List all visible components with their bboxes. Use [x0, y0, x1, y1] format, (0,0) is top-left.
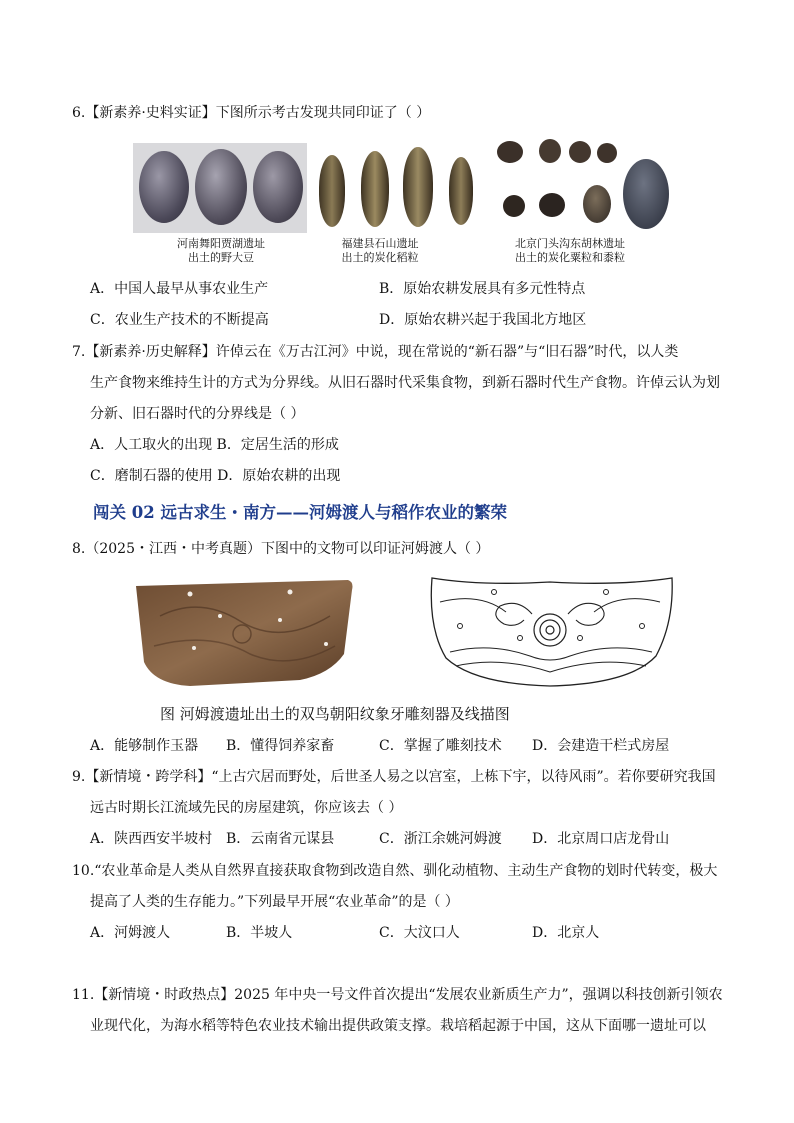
q6-caption-3 — [500, 237, 640, 265]
millet-7 — [583, 185, 611, 223]
q10-line2: 提高了人类的生存能力。”下列最早开展“农业革命”的是（ ） — [90, 894, 459, 910]
q6-option-c[interactable]: C．农业生产技术的不断提高 — [90, 312, 269, 328]
rice-grain-4 — [449, 157, 473, 225]
caption-2-line2: 出土的炭化稻粒 — [341, 251, 419, 264]
q11-line1: 11.【新情境・时政热点】2025 年中央一号文件首次提出“发展农业新质生产力”，强调以科技创新引领农 — [72, 987, 723, 1003]
q8-option-b[interactable]: B．懂得饲养家畜 — [226, 738, 335, 754]
q6-photo-millet — [495, 135, 675, 235]
rice-grain-2 — [361, 151, 389, 227]
q9-option-d[interactable]: D．北京周口店龙骨山 — [532, 831, 670, 847]
q9-option-a[interactable]: A．陕西西安半坡村 — [90, 831, 213, 847]
q7-line2: 生产食物来维持生计的方式为分界线。从旧石器时代采集食物，到新石器时代生产食物。许倬云认为划 — [90, 375, 720, 391]
q9-line2: 远古时期长江流域先民的房屋建筑，你应该去（ ） — [90, 800, 403, 816]
section-heading: 闯关 02 远古求生・南方——河姆渡人与稻作农业的繁荣 — [93, 503, 507, 522]
ivory-line-drawing — [420, 572, 682, 690]
q8-option-d[interactable]: D．会建造干栏式房屋 — [532, 738, 670, 754]
soybean-2 — [195, 149, 247, 225]
q10-line1: 10.“农业革命是人类从自然界直接获取食物到改造自然、驯化动植物、主动生产食物的划时代转变，极大 — [72, 863, 718, 879]
q9-option-b[interactable]: B．云南省元谋县 — [226, 831, 335, 847]
q10-option-d[interactable]: D．北京人 — [532, 925, 600, 941]
q11-line2: 业现代化，为海水稻等特色农业技术输出提供政策支撑。栽培稻起源于中国，这从下面哪一遗址可以 — [90, 1018, 706, 1034]
q9-line1: 9.【新情境・跨学科】“上古穴居而野处，后世圣人易之以宫室，上栋下宇，以待风雨”。若你要研究我国 — [72, 769, 716, 785]
q6-option-d[interactable]: D．原始农耕兴起于我国北方地区 — [379, 312, 587, 328]
caption-3-line1: 北京门头沟东胡林遗址 — [515, 237, 625, 250]
ivory-carving-photo — [130, 576, 360, 688]
millet-1 — [497, 141, 523, 163]
millet-6 — [539, 193, 565, 217]
q8-ivory-photo — [130, 576, 360, 688]
q7-options-ab[interactable]: A．人工取火的出现 B．定居生活的形成 — [90, 437, 339, 453]
soybean-3 — [253, 151, 303, 223]
caption-1-line1: 河南舞阳贾湖遗址 — [177, 237, 265, 250]
q6-stem: 6.【新素养·史料实证】下图所示考古发现共同印证了（ ） — [72, 105, 431, 121]
caption-1-line2: 出土的野大豆 — [188, 251, 254, 264]
soybean-1 — [139, 151, 189, 223]
q10-option-c[interactable]: C．大汶口人 — [379, 925, 460, 941]
caption-2-line1: 福建县石山遗址 — [341, 237, 419, 250]
q8-stem: 8.（2025・江西・中考真题）下图中的文物可以印证河姆渡人（ ） — [72, 541, 490, 557]
q9-option-c[interactable]: C．浙江余姚河姆渡 — [379, 831, 502, 847]
q10-option-b[interactable]: B．半坡人 — [226, 925, 293, 941]
q6-option-b[interactable]: B．原始农耕发展具有多元性特点 — [379, 281, 586, 297]
q7-line3: 分新、旧石器时代的分界线是（ ） — [90, 406, 305, 422]
q8-option-c[interactable]: C．掌握了雕刻技术 — [379, 738, 502, 754]
q6-option-a[interactable]: A．中国人最早从事农业生产 — [90, 281, 269, 297]
millet-2 — [539, 139, 561, 163]
q8-figure-caption: 图 河姆渡遗址出土的双鸟朝阳纹象牙雕刻器及线描图 — [160, 705, 510, 723]
millet-4 — [597, 143, 617, 163]
q10-option-a[interactable]: A．河姆渡人 — [90, 925, 171, 941]
q7-line1: 7.【新素养·历史解释】许倬云在《万古江河》中说，现在常说的“新石器”与“旧石器”时代，以人类 — [72, 344, 679, 360]
q8-option-a[interactable]: A．能够制作玉器 — [90, 738, 199, 754]
q8-line-drawing — [420, 572, 682, 690]
millet-3 — [569, 141, 591, 163]
rice-grain-1 — [319, 155, 345, 227]
millet-8 — [623, 159, 669, 229]
caption-3-line2: 出土的炭化粟粒和黍粒 — [515, 251, 625, 264]
rice-grain-3 — [403, 147, 433, 227]
q6-photo-soybeans — [133, 143, 307, 233]
q6-caption-1 — [166, 237, 276, 265]
q6-caption-2 — [330, 237, 430, 265]
q7-options-cd[interactable]: C．磨制石器的使用 D．原始农耕的出现 — [90, 468, 341, 484]
q6-photo-rice — [315, 143, 485, 233]
millet-5 — [503, 195, 525, 217]
